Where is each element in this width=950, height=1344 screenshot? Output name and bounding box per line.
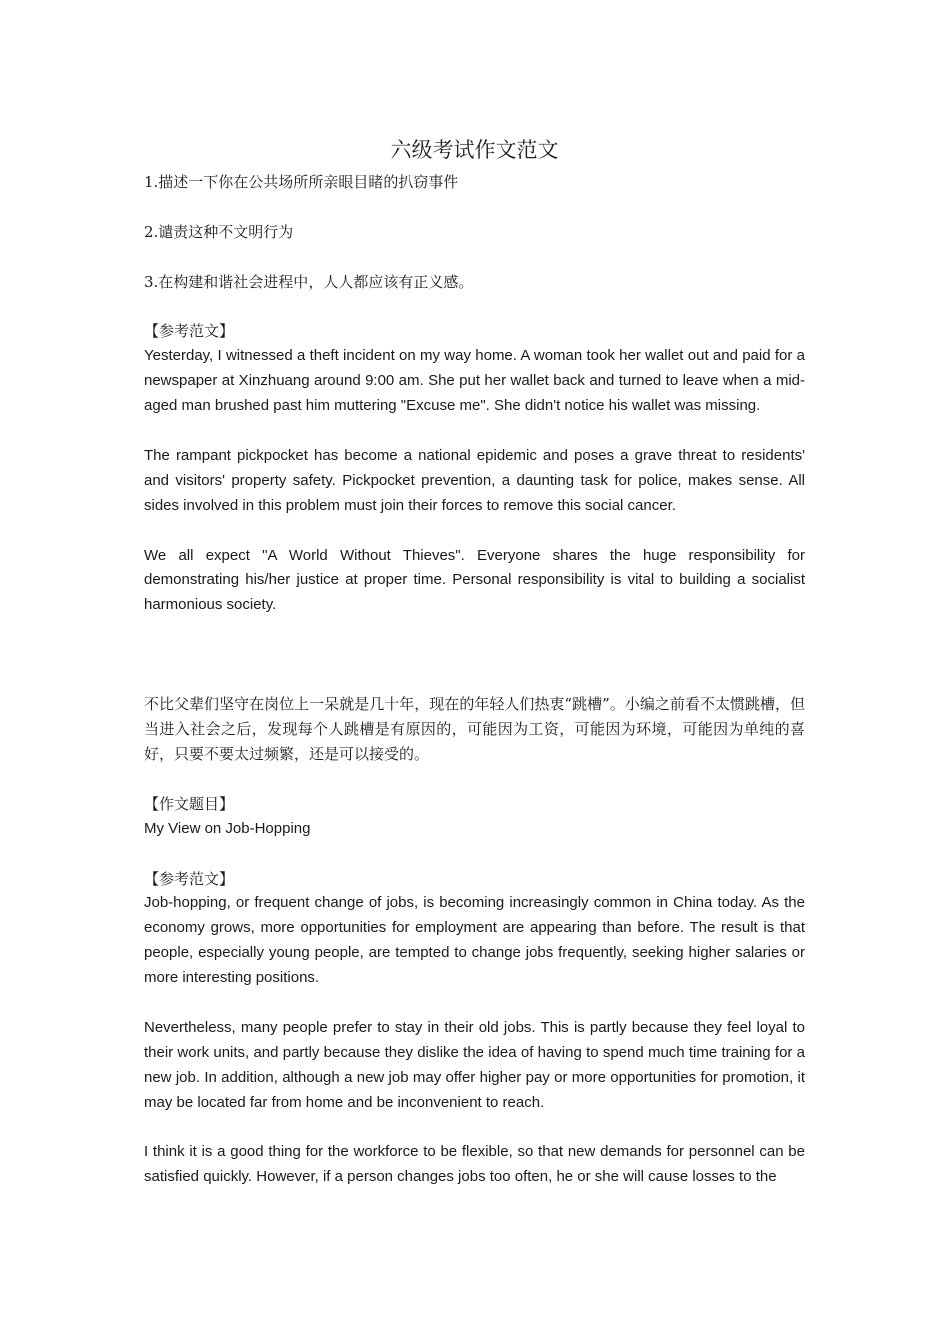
topic-heading: 【作文题目】 bbox=[144, 794, 235, 813]
sample-heading: 【参考范文】 bbox=[144, 869, 235, 888]
essay-topic: My View on Job-Hopping bbox=[144, 819, 311, 837]
job-hopping-intro: 不比父辈们坚守在岗位上一呆就是几十年，现在的年轻人们热衷“跳槽”。小编之前看不太惯跳槽，但当进入社会之后，发现每个人跳槽是有原因的，可能因为工资，可能因为环境，可能因为单纯的喜好，只要不要太过频繁，还是可以接受的。 bbox=[144, 695, 805, 764]
essay-paragraph: Yesterday, I witnessed a theft incident on my way home. A woman took her wallet out and paid for a newspaper at Xinzhuang around 9:00 am. She put her wallet back and turned to leave when a mid-aged man brushed past him muttering "Excuse me". She didn't notice his wallet was missing. bbox=[144, 347, 805, 415]
essay-paragraph: Nevertheless, many people prefer to stay in their old jobs. This is partly because they feel loyal to their work units, and partly because they dislike the idea of having to spend much time training for a new job. In addition, although a new job may offer higher pay or more opportunities for promotion, it may be located far from home and be inconvenient to reach. bbox=[144, 1018, 805, 1111]
requirement-3: 3.在构建和谐社会进程中，人人都应该有正义感。 bbox=[144, 272, 474, 291]
document-page bbox=[144, 134, 805, 1190]
requirement-1: 1.描述一下你在公共场所所亲眼目睹的扒窃事件 bbox=[144, 173, 459, 191]
requirement-2: 2.谴责这种不文明行为 bbox=[144, 222, 294, 241]
essay-paragraph: Job-hopping, or frequent change of jobs, is becoming increasingly common in China today. As the economy grows, more opportunities for employment are appearing than before. The result is that people, especially young people, are tempted to change jobs frequently, seeking higher salaries or more interesting positions. bbox=[144, 894, 805, 987]
sample-heading: 【参考范文】 bbox=[144, 322, 235, 341]
document-title: 六级考试作文范文 bbox=[390, 138, 559, 162]
essay-paragraph: I think it is a good thing for the workforce to be flexible, so that new demands for personnel can be satisfied quickly. However, if a person changes jobs too often, he or she will cause losses to the bbox=[144, 1143, 805, 1186]
essay-paragraph: The rampant pickpocket has become a national epidemic and poses a grave threat to residents' and visitors' property safety. Pickpocket prevention, a daunting task for police, makes sense. All sides involved in this problem must join their forces to remove this social cancer. bbox=[144, 446, 805, 514]
essay-paragraph: We all expect "A World Without Thieves". Everyone shares the huge responsibility for demonstrating his/her justice at proper time. Personal responsibility is vital to building a socialist harmonious society. bbox=[144, 546, 805, 614]
